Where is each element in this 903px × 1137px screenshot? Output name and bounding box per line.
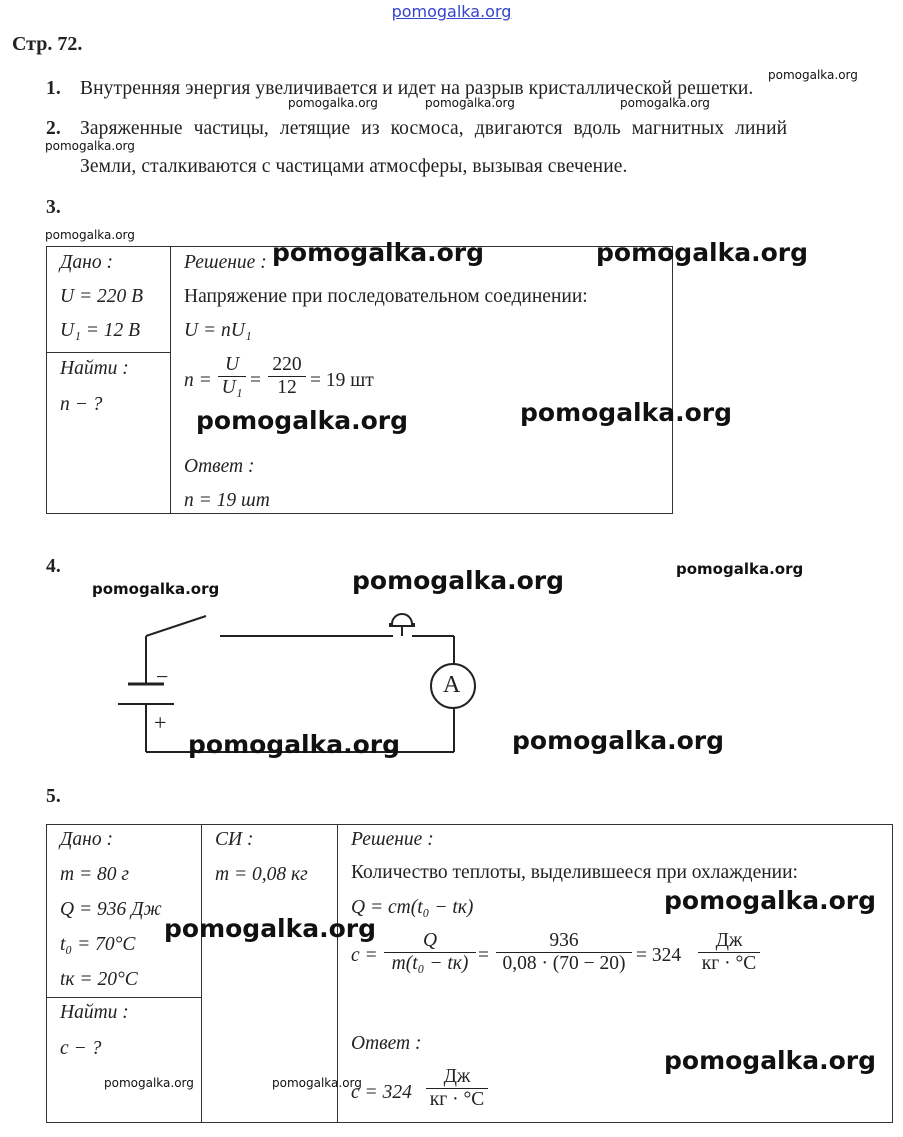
- watermark: pomogalka.org: [45, 228, 135, 242]
- battery-minus-label: −: [156, 664, 169, 689]
- q3-result: = 19 шт: [310, 370, 374, 391]
- q5-given-tk: tк = 20°C: [60, 969, 138, 990]
- q5-answer-unit: [426, 1066, 488, 1111]
- watermark: pomogalka.org: [196, 406, 409, 435]
- watermark: pomogalka.org: [664, 1046, 877, 1075]
- watermark: pomogalka.org: [676, 560, 804, 578]
- q3-calc-lhs: n =: [184, 370, 212, 391]
- watermark: pomogalka.org: [188, 730, 401, 759]
- watermark: pomogalka.org: [425, 96, 515, 110]
- watermark: pomogalka.org: [768, 68, 858, 82]
- page-heading: Стр. 72.: [12, 33, 83, 55]
- q5-unit-den: кг · °С: [701, 953, 757, 974]
- watermark: pomogalka.org: [512, 726, 725, 755]
- q3-given-voltage: U = 220 В: [60, 286, 144, 307]
- q3-solution-label: Решение :: [184, 252, 267, 273]
- q3-find-label: Найти :: [60, 358, 129, 379]
- q2-number: 2.: [46, 118, 61, 139]
- switch-blade: [146, 616, 206, 636]
- q5-divider-1: [201, 824, 202, 1123]
- watermark: pomogalka.org: [664, 886, 877, 915]
- q3-formula: U = nU₁: [184, 320, 252, 341]
- q5-fraction-2: [496, 930, 632, 975]
- q5-solution-label: Решение :: [351, 829, 434, 850]
- q5-unit-num: Дж: [715, 930, 743, 951]
- q5-given-heat: Q = 936 Дж: [60, 899, 162, 920]
- watermark: pomogalka.org: [620, 96, 710, 110]
- battery-plus-label: +: [154, 710, 167, 735]
- q5-formula: Q = cm(t₀ − tк): [351, 897, 474, 918]
- q5-frac1-den: m(t₀ − tк): [391, 953, 469, 974]
- watermark: pomogalka.org: [596, 238, 809, 267]
- watermark: pomogalka.org: [92, 580, 220, 598]
- q5-frac1-num: Q: [422, 930, 438, 951]
- q3-frac2-num: 220: [272, 354, 302, 375]
- q5-find-value: c − ?: [60, 1038, 102, 1059]
- q5-answer: c = 324: [351, 1082, 412, 1103]
- q3-frac1-den: U₁: [221, 377, 243, 398]
- q5-given-label: Дано :: [60, 829, 113, 850]
- q3-eq: =: [250, 370, 261, 391]
- q5-frac2-num: 936: [549, 930, 579, 951]
- q3-frac2-den: 12: [277, 377, 297, 398]
- q1-text: Внутренняя энергия увеличивается и идет на разрыв кристаллической решетки.: [80, 78, 754, 99]
- q3-given-lamp-voltage: U₁ = 12 В: [60, 320, 141, 341]
- q5-fraction-1: [384, 930, 476, 975]
- q5-given-mass: m = 80 г: [60, 864, 129, 885]
- watermark: pomogalka.org: [45, 139, 135, 153]
- q5-answer-unit-den: кг · °С: [429, 1089, 485, 1110]
- q5-answer-label: Ответ :: [351, 1033, 422, 1054]
- q5-si-value: m = 0,08 кг: [215, 864, 308, 885]
- q5-explanation: Количество теплоты, выделившееся при охлаждении:: [351, 862, 798, 883]
- q3-given-label: Дано :: [60, 252, 113, 273]
- bell-icon: [390, 614, 414, 626]
- q5-given-t0: t₀ = 70°C: [60, 934, 136, 955]
- watermark: pomogalka.org: [520, 398, 733, 427]
- q5-given-divider: [46, 997, 201, 998]
- q3-frac1-num: U: [224, 354, 240, 375]
- q5-si-label: СИ :: [215, 829, 254, 850]
- watermark: pomogalka.org: [164, 914, 377, 943]
- ammeter-label: A: [443, 672, 461, 698]
- q2-line1: Заряженные частицы, летящие из космоса, двигаются вдоль магнитных линий: [80, 118, 788, 139]
- q5-calc-lhs: c =: [351, 945, 378, 966]
- q5-eq: =: [478, 945, 489, 966]
- q5-result: = 324: [636, 945, 682, 966]
- q1-number: 1.: [46, 78, 61, 99]
- q3-explanation: Напряжение при последовательном соединении:: [184, 286, 588, 307]
- q4-number: 4.: [46, 556, 61, 577]
- q3-answer-label: Ответ :: [184, 456, 255, 477]
- q5-result-unit: [698, 930, 760, 975]
- q5-number: 5.: [46, 786, 61, 807]
- q3-find-value: n − ?: [60, 394, 103, 415]
- q3-answer: n = 19 шт: [184, 490, 270, 511]
- q5-answer-unit-num: Дж: [443, 1066, 471, 1087]
- watermark: pomogalka.org: [104, 1076, 194, 1090]
- q2-line2: Земли, сталкиваются с частицами атмосферы, вызывая свечение.: [80, 156, 628, 177]
- top-watermark-link[interactable]: pomogalka.org: [391, 2, 512, 21]
- watermark: pomogalka.org: [352, 566, 565, 595]
- watermark: pomogalka.org: [272, 238, 485, 267]
- watermark: pomogalka.org: [288, 96, 378, 110]
- q5-frac2-den: 0,08 · (70 − 20): [502, 953, 626, 974]
- watermark: pomogalka.org: [272, 1076, 362, 1090]
- q5-find-label: Найти :: [60, 1002, 129, 1023]
- q3-number: 3.: [46, 197, 61, 218]
